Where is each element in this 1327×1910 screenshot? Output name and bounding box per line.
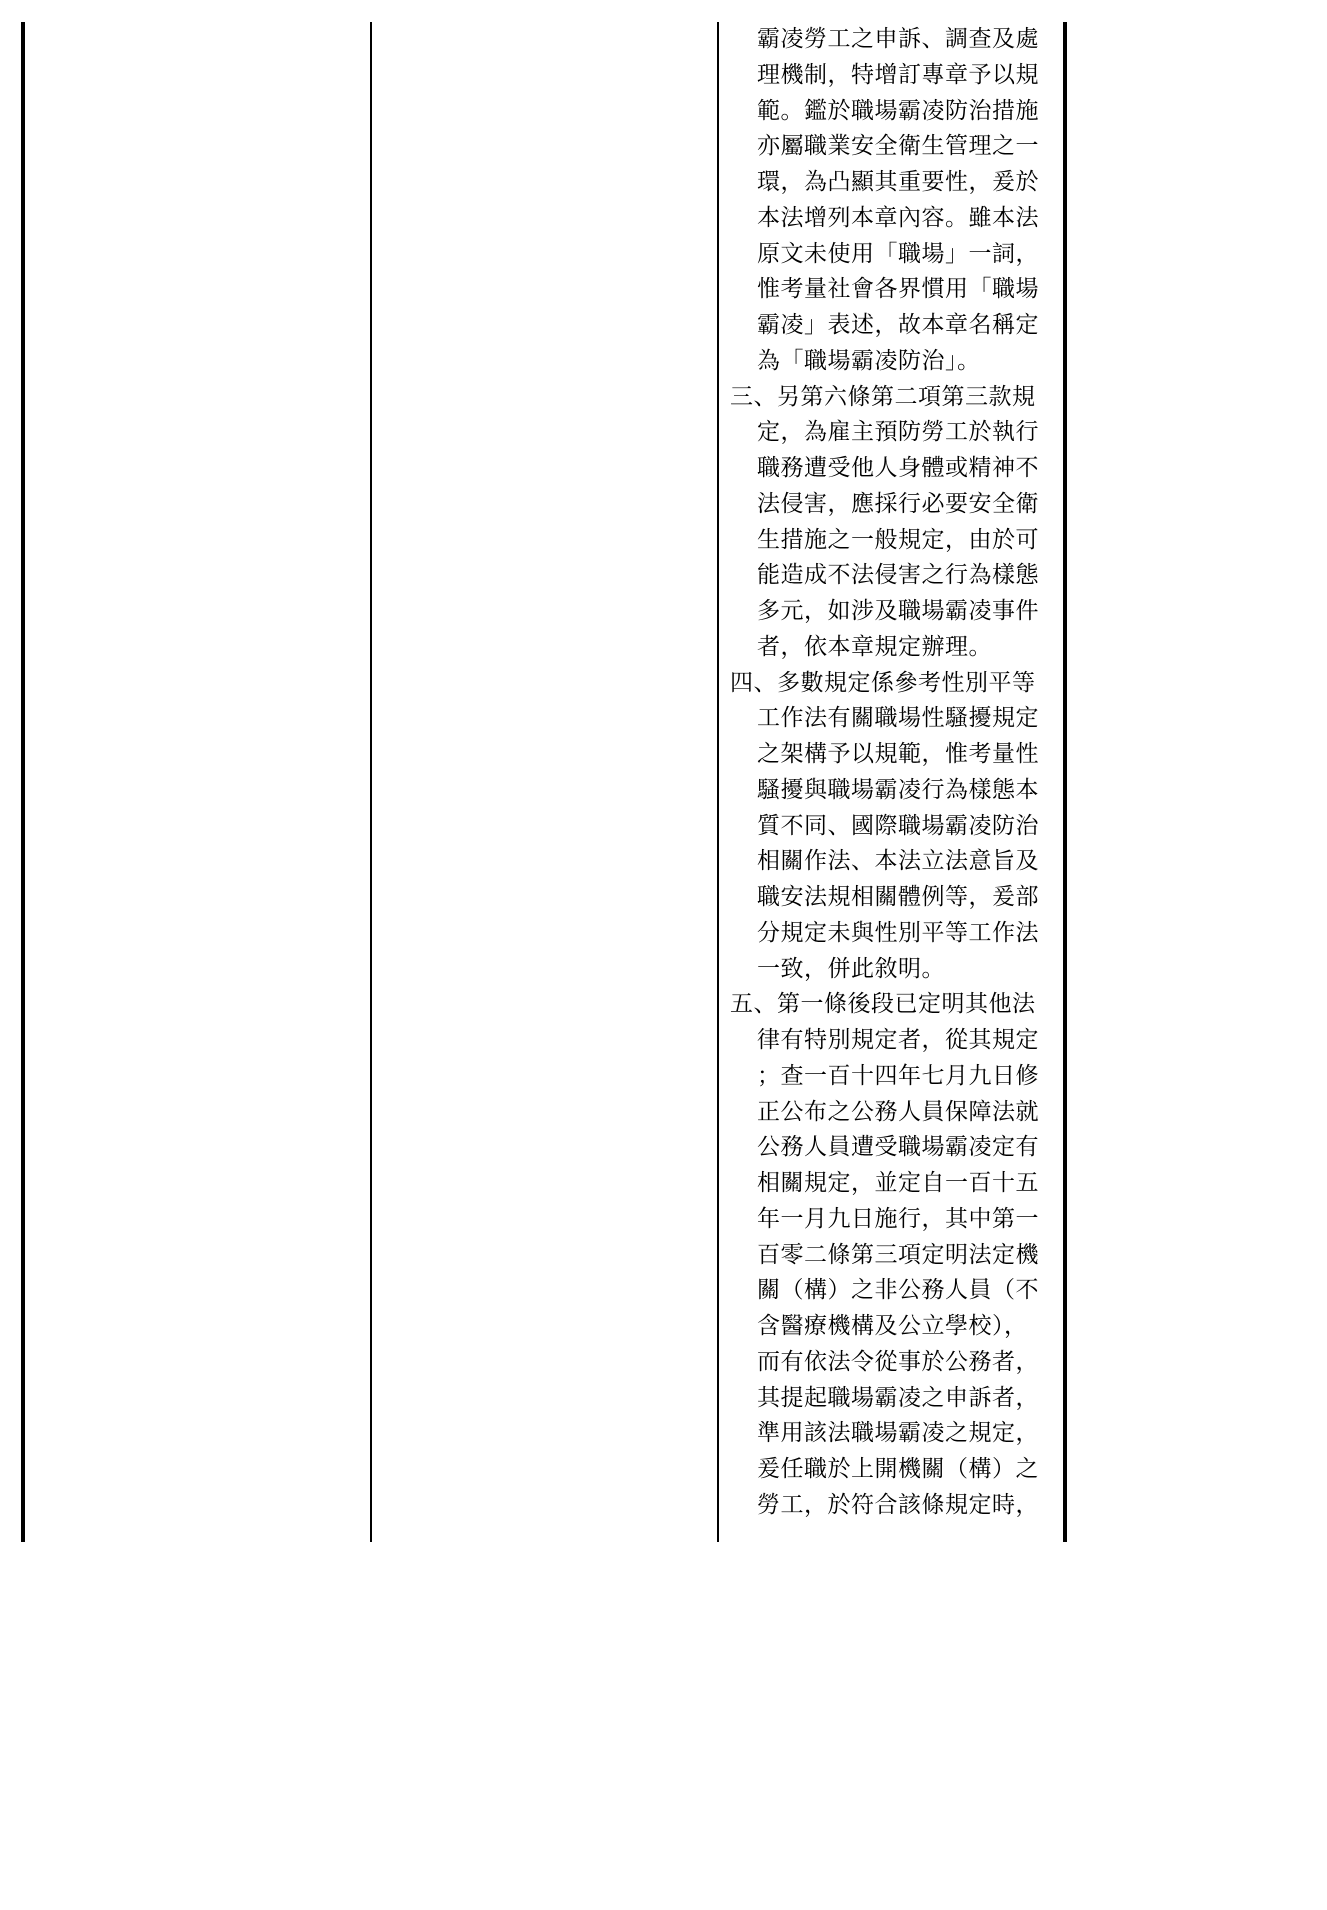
explanation-line: 亦屬職業安全衛生管理之一 — [757, 133, 1039, 160]
explanation-line: 本法增列本章內容。雖本法 — [757, 204, 1039, 231]
explanation-line: 惟考量社會各界慣用「職場 — [757, 276, 1039, 303]
explanation-line: 律有特別規定者，從其規定 — [757, 1027, 1039, 1053]
explanation-line: 勞工，於符合該條規定時， — [757, 1491, 1039, 1518]
explanation-line: 百零二條第三項定明法定機 — [757, 1241, 1039, 1268]
column-divider-1 — [370, 22, 372, 1542]
explanation-line: 公務人員遭受職場霸凌定有 — [757, 1134, 1039, 1161]
explanation-line: 能造成不法侵害之行為樣態 — [757, 562, 1039, 589]
explanation-line: 環，為凸顯其重要性，爰於 — [757, 169, 1039, 195]
explanation-line: 年一月九日施行，其中第一 — [757, 1205, 1039, 1232]
explanation-item-4: 四、多數規定係參考性別平等 — [730, 669, 1036, 696]
explanation-line: 正公布之公務人員保障法就 — [757, 1098, 1039, 1125]
explanation-line: 理機制，特增訂專章予以規 — [757, 61, 1039, 88]
table-border-right — [1063, 22, 1067, 1542]
explanation-line: 霸凌」表述，故本章名稱定 — [757, 312, 1039, 338]
explanation-line: 關（構）之非公務人員（不 — [757, 1277, 1039, 1304]
explanation-line: 相關規定，並定自一百十五 — [757, 1170, 1039, 1196]
explanation-item-5: 五、第一條後段已定明其他法 — [730, 991, 1036, 1018]
explanation-line: 範。鑑於職場霸凌防治措施 — [757, 97, 1039, 124]
explanation-line: 而有依法令從事於公務者， — [757, 1348, 1039, 1375]
explanation-item-3: 三、另第六條第二項第三款規 — [730, 383, 1036, 410]
explanation-line: 質不同、國際職場霸凌防治 — [757, 812, 1039, 839]
explanation-line: 準用該法職場霸凌之規定， — [757, 1420, 1039, 1447]
explanation-line: 爰任職於上開機關（構）之 — [757, 1456, 1039, 1482]
explanation-line: 職安法規相關體例等，爰部 — [757, 884, 1039, 910]
explanation-line: 多元，如涉及職場霸凌事件 — [757, 598, 1039, 624]
explanation-line: 含醫療機構及公立學校）， — [757, 1313, 1028, 1339]
explanation-line: 原文未使用「職場」一詞， — [757, 240, 1039, 267]
explanation-line: 生措施之一般規定，由於可 — [757, 526, 1039, 553]
explanation-line: 定，為雇主預防勞工於執行 — [757, 419, 1039, 446]
explanation-line: 為「職場霸凌防治」。 — [757, 347, 981, 374]
explanation-line: 分規定未與性別平等工作法 — [757, 919, 1039, 946]
explanation-line: 者，依本章規定辦理。 — [757, 633, 992, 660]
explanation-line: 職務遭受他人身體或精神不 — [757, 455, 1039, 481]
explanation-line: 一致，併此敘明。 — [757, 955, 945, 982]
explanation-line: 工作法有關職場性騷擾規定 — [757, 705, 1039, 732]
explanation-line: 法侵害，應採行必要安全衛 — [757, 490, 1039, 517]
explanation-line: 其提起職場霸凌之申訴者， — [757, 1384, 1039, 1411]
explanation-line: 霸凌勞工之申訴、調查及處 — [757, 26, 1039, 52]
explanation-line: ；查一百十四年七月九日修 — [757, 1062, 1039, 1089]
column-divider-2 — [717, 22, 719, 1542]
explanation-line: 之架構予以規範，惟考量性 — [757, 741, 1039, 767]
column-explanation — [730, 22, 1060, 1524]
table-border-left — [21, 22, 25, 1542]
explanation-line: 相關作法、本法立法意旨及 — [757, 848, 1039, 875]
explanation-line: 騷擾與職場霸凌行為樣態本 — [757, 776, 1039, 803]
